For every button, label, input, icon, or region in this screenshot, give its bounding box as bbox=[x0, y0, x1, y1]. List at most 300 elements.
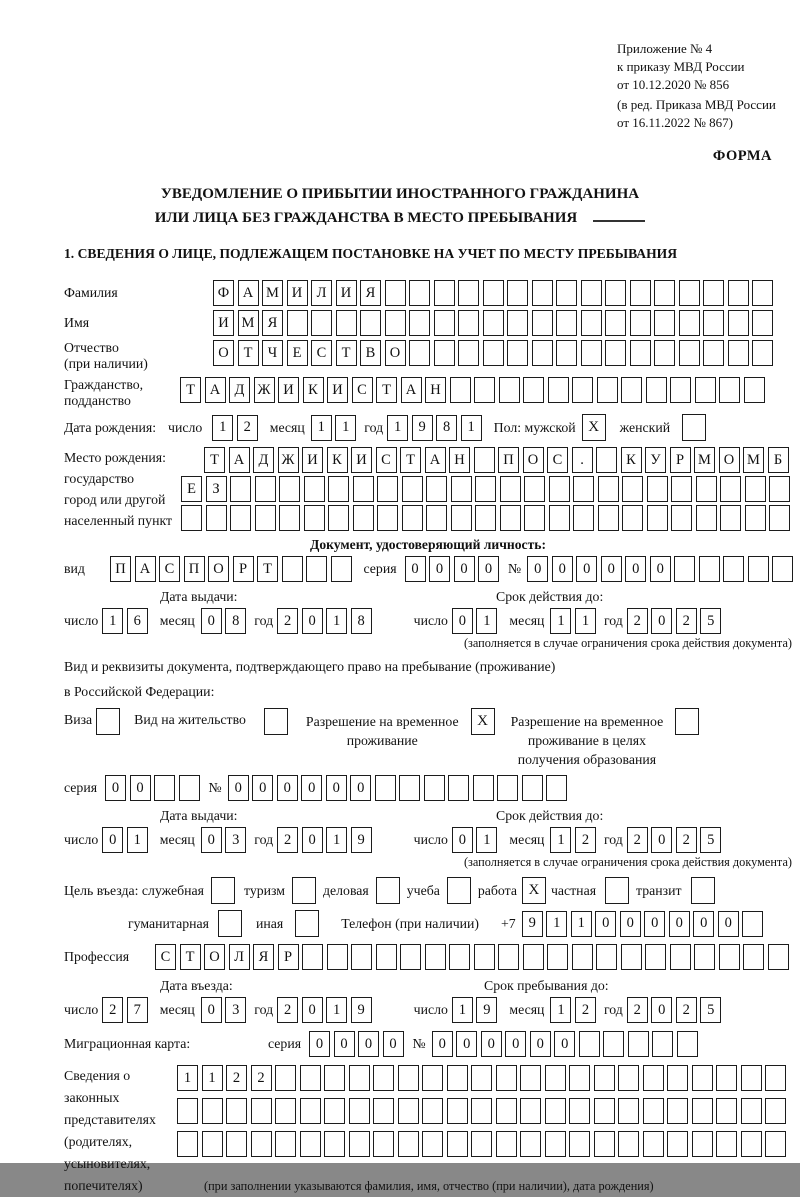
char-box[interactable] bbox=[434, 310, 455, 336]
char-box[interactable]: 2 bbox=[627, 997, 648, 1023]
char-box[interactable]: 0 bbox=[693, 911, 714, 937]
char-box[interactable]: 0 bbox=[302, 827, 323, 853]
char-box[interactable] bbox=[497, 775, 518, 801]
char-box[interactable] bbox=[426, 505, 447, 531]
char-box[interactable]: 2 bbox=[251, 1065, 272, 1091]
char-box[interactable] bbox=[422, 1065, 443, 1091]
char-box[interactable] bbox=[434, 280, 455, 306]
char-box[interactable] bbox=[475, 505, 496, 531]
char-box[interactable]: 0 bbox=[302, 997, 323, 1023]
char-box[interactable] bbox=[667, 1098, 688, 1124]
char-box[interactable] bbox=[181, 505, 202, 531]
char-box[interactable] bbox=[154, 775, 175, 801]
char-box[interactable] bbox=[716, 1098, 737, 1124]
char-box[interactable]: 2 bbox=[575, 997, 596, 1023]
char-box[interactable] bbox=[499, 377, 520, 403]
char-box[interactable] bbox=[496, 1065, 517, 1091]
edu-permit-checkbox[interactable] bbox=[675, 708, 699, 735]
char-box[interactable] bbox=[630, 340, 651, 366]
char-box[interactable]: 2 bbox=[627, 608, 648, 634]
char-box[interactable] bbox=[716, 1065, 737, 1091]
char-box[interactable]: 0 bbox=[505, 1031, 526, 1057]
char-box[interactable]: 9 bbox=[476, 997, 497, 1023]
char-box[interactable]: 0 bbox=[130, 775, 151, 801]
char-box[interactable] bbox=[230, 476, 251, 502]
char-box[interactable]: 5 bbox=[700, 608, 721, 634]
char-box[interactable] bbox=[304, 476, 325, 502]
char-box[interactable]: 1 bbox=[212, 415, 233, 441]
char-box[interactable]: 1 bbox=[550, 608, 571, 634]
char-box[interactable] bbox=[545, 1131, 566, 1157]
char-box[interactable] bbox=[728, 310, 749, 336]
char-box[interactable] bbox=[532, 310, 553, 336]
char-box[interactable]: 0 bbox=[576, 556, 597, 582]
char-box[interactable] bbox=[765, 1098, 786, 1124]
char-box[interactable] bbox=[694, 944, 715, 970]
char-box[interactable] bbox=[458, 340, 479, 366]
char-box[interactable] bbox=[597, 377, 618, 403]
char-box[interactable] bbox=[765, 1065, 786, 1091]
char-box[interactable]: 0 bbox=[326, 775, 347, 801]
char-box[interactable]: 0 bbox=[405, 556, 426, 582]
char-box[interactable] bbox=[422, 1131, 443, 1157]
char-box[interactable]: 0 bbox=[651, 997, 672, 1023]
char-box[interactable] bbox=[692, 1098, 713, 1124]
char-box[interactable] bbox=[556, 310, 577, 336]
char-box[interactable]: 1 bbox=[575, 608, 596, 634]
char-box[interactable] bbox=[349, 1098, 370, 1124]
char-box[interactable] bbox=[275, 1065, 296, 1091]
char-box[interactable] bbox=[745, 505, 766, 531]
char-box[interactable] bbox=[654, 310, 675, 336]
char-box[interactable] bbox=[520, 1131, 541, 1157]
char-box[interactable] bbox=[282, 556, 303, 582]
char-box[interactable]: 0 bbox=[456, 1031, 477, 1057]
char-box[interactable] bbox=[377, 476, 398, 502]
char-box[interactable]: 2 bbox=[277, 997, 298, 1023]
visa-checkbox[interactable] bbox=[96, 708, 120, 735]
char-box[interactable]: Н bbox=[449, 447, 470, 473]
char-box[interactable] bbox=[546, 775, 567, 801]
char-box[interactable] bbox=[425, 944, 446, 970]
char-box[interactable] bbox=[719, 944, 740, 970]
char-box[interactable] bbox=[548, 377, 569, 403]
char-box[interactable]: О bbox=[213, 340, 234, 366]
char-box[interactable] bbox=[647, 505, 668, 531]
char-box[interactable] bbox=[402, 505, 423, 531]
char-box[interactable]: 1 bbox=[387, 415, 408, 441]
char-box[interactable] bbox=[723, 556, 744, 582]
char-box[interactable] bbox=[520, 1098, 541, 1124]
char-box[interactable]: 2 bbox=[676, 827, 697, 853]
char-box[interactable]: В bbox=[360, 340, 381, 366]
sex-female-checkbox[interactable] bbox=[682, 414, 706, 441]
char-box[interactable]: Т bbox=[238, 340, 259, 366]
char-box[interactable]: Д bbox=[253, 447, 274, 473]
char-box[interactable] bbox=[532, 280, 553, 306]
char-box[interactable] bbox=[696, 505, 717, 531]
char-box[interactable]: 0 bbox=[595, 911, 616, 937]
char-box[interactable]: 1 bbox=[335, 415, 356, 441]
char-box[interactable]: Ж bbox=[254, 377, 275, 403]
char-box[interactable]: 0 bbox=[552, 556, 573, 582]
char-box[interactable] bbox=[748, 556, 769, 582]
char-box[interactable]: 2 bbox=[277, 827, 298, 853]
char-box[interactable] bbox=[523, 377, 544, 403]
char-box[interactable]: 0 bbox=[452, 827, 473, 853]
char-box[interactable]: 0 bbox=[201, 608, 222, 634]
char-box[interactable]: 1 bbox=[571, 911, 592, 937]
char-box[interactable]: 9 bbox=[351, 827, 372, 853]
char-box[interactable] bbox=[671, 505, 692, 531]
char-box[interactable]: И bbox=[302, 447, 323, 473]
char-box[interactable] bbox=[300, 1098, 321, 1124]
char-box[interactable] bbox=[507, 280, 528, 306]
char-box[interactable] bbox=[474, 377, 495, 403]
char-box[interactable] bbox=[621, 944, 642, 970]
char-box[interactable] bbox=[628, 1031, 649, 1057]
char-box[interactable]: 1 bbox=[311, 415, 332, 441]
char-box[interactable] bbox=[399, 775, 420, 801]
char-box[interactable]: 0 bbox=[625, 556, 646, 582]
char-box[interactable] bbox=[769, 505, 790, 531]
char-box[interactable]: 1 bbox=[202, 1065, 223, 1091]
char-box[interactable]: К bbox=[303, 377, 324, 403]
char-box[interactable]: 0 bbox=[383, 1031, 404, 1057]
char-box[interactable]: О bbox=[523, 447, 544, 473]
char-box[interactable]: 0 bbox=[650, 556, 671, 582]
char-box[interactable]: 0 bbox=[309, 1031, 330, 1057]
char-box[interactable] bbox=[579, 1031, 600, 1057]
char-box[interactable] bbox=[765, 1131, 786, 1157]
char-box[interactable] bbox=[202, 1098, 223, 1124]
char-box[interactable]: 0 bbox=[452, 608, 473, 634]
char-box[interactable]: Т bbox=[204, 447, 225, 473]
char-box[interactable] bbox=[402, 476, 423, 502]
char-box[interactable] bbox=[742, 911, 763, 937]
char-box[interactable] bbox=[327, 944, 348, 970]
char-box[interactable]: 5 bbox=[700, 827, 721, 853]
char-box[interactable]: 5 bbox=[700, 997, 721, 1023]
char-box[interactable]: 1 bbox=[102, 608, 123, 634]
char-box[interactable]: 0 bbox=[454, 556, 475, 582]
char-box[interactable]: 0 bbox=[277, 775, 298, 801]
char-box[interactable] bbox=[741, 1065, 762, 1091]
char-box[interactable] bbox=[677, 1031, 698, 1057]
char-box[interactable]: И bbox=[351, 447, 372, 473]
purpose-business-checkbox[interactable] bbox=[376, 877, 400, 904]
char-box[interactable]: 2 bbox=[676, 608, 697, 634]
char-box[interactable] bbox=[594, 1098, 615, 1124]
char-box[interactable] bbox=[377, 505, 398, 531]
char-box[interactable]: 0 bbox=[201, 997, 222, 1023]
char-box[interactable]: С bbox=[547, 447, 568, 473]
char-box[interactable] bbox=[353, 505, 374, 531]
char-box[interactable] bbox=[524, 505, 545, 531]
char-box[interactable] bbox=[206, 505, 227, 531]
char-box[interactable] bbox=[507, 310, 528, 336]
char-box[interactable]: У bbox=[645, 447, 666, 473]
char-box[interactable] bbox=[532, 340, 553, 366]
char-box[interactable] bbox=[744, 377, 765, 403]
char-box[interactable] bbox=[523, 944, 544, 970]
char-box[interactable] bbox=[328, 476, 349, 502]
char-box[interactable] bbox=[752, 340, 773, 366]
char-box[interactable]: П bbox=[110, 556, 131, 582]
char-box[interactable] bbox=[287, 310, 308, 336]
char-box[interactable]: Л bbox=[311, 280, 332, 306]
char-box[interactable] bbox=[573, 476, 594, 502]
purpose-study-checkbox[interactable] bbox=[447, 877, 471, 904]
char-box[interactable]: М bbox=[238, 310, 259, 336]
char-box[interactable] bbox=[654, 340, 675, 366]
char-box[interactable] bbox=[230, 505, 251, 531]
char-box[interactable] bbox=[581, 310, 602, 336]
char-box[interactable]: 0 bbox=[228, 775, 249, 801]
char-box[interactable] bbox=[692, 1131, 713, 1157]
char-box[interactable]: 0 bbox=[530, 1031, 551, 1057]
char-box[interactable] bbox=[400, 944, 421, 970]
char-box[interactable]: Ф bbox=[213, 280, 234, 306]
char-box[interactable] bbox=[255, 476, 276, 502]
char-box[interactable] bbox=[498, 944, 519, 970]
char-box[interactable]: Я bbox=[262, 310, 283, 336]
char-box[interactable] bbox=[448, 775, 469, 801]
char-box[interactable]: 6 bbox=[127, 608, 148, 634]
char-box[interactable] bbox=[679, 280, 700, 306]
char-box[interactable] bbox=[474, 447, 495, 473]
char-box[interactable] bbox=[373, 1065, 394, 1091]
char-box[interactable] bbox=[458, 280, 479, 306]
char-box[interactable] bbox=[547, 944, 568, 970]
char-box[interactable] bbox=[572, 377, 593, 403]
char-box[interactable] bbox=[226, 1098, 247, 1124]
purpose-work-checkbox[interactable]: X bbox=[522, 877, 546, 904]
char-box[interactable]: . bbox=[572, 447, 593, 473]
char-box[interactable] bbox=[752, 280, 773, 306]
char-box[interactable]: А bbox=[401, 377, 422, 403]
char-box[interactable]: 0 bbox=[302, 608, 323, 634]
char-box[interactable] bbox=[451, 476, 472, 502]
char-box[interactable]: 0 bbox=[102, 827, 123, 853]
char-box[interactable] bbox=[556, 340, 577, 366]
char-box[interactable] bbox=[643, 1131, 664, 1157]
char-box[interactable] bbox=[695, 377, 716, 403]
char-box[interactable]: Е bbox=[287, 340, 308, 366]
char-box[interactable]: 0 bbox=[358, 1031, 379, 1057]
char-box[interactable] bbox=[573, 505, 594, 531]
char-box[interactable] bbox=[545, 1098, 566, 1124]
char-box[interactable]: 1 bbox=[326, 997, 347, 1023]
char-box[interactable]: О bbox=[719, 447, 740, 473]
char-box[interactable]: 3 bbox=[225, 827, 246, 853]
char-box[interactable]: П bbox=[498, 447, 519, 473]
char-box[interactable] bbox=[279, 505, 300, 531]
char-box[interactable]: М bbox=[694, 447, 715, 473]
char-box[interactable]: М bbox=[743, 447, 764, 473]
char-box[interactable]: 9 bbox=[522, 911, 543, 937]
char-box[interactable]: К bbox=[327, 447, 348, 473]
char-box[interactable] bbox=[483, 340, 504, 366]
char-box[interactable]: И bbox=[287, 280, 308, 306]
char-box[interactable] bbox=[349, 1065, 370, 1091]
char-box[interactable] bbox=[699, 556, 720, 582]
char-box[interactable]: 2 bbox=[277, 608, 298, 634]
char-box[interactable]: 7 bbox=[127, 997, 148, 1023]
char-box[interactable] bbox=[647, 476, 668, 502]
char-box[interactable] bbox=[569, 1065, 590, 1091]
char-box[interactable] bbox=[598, 505, 619, 531]
char-box[interactable]: Д bbox=[229, 377, 250, 403]
char-box[interactable] bbox=[670, 377, 691, 403]
char-box[interactable] bbox=[507, 340, 528, 366]
char-box[interactable] bbox=[596, 447, 617, 473]
char-box[interactable] bbox=[375, 775, 396, 801]
char-box[interactable]: 1 bbox=[177, 1065, 198, 1091]
char-box[interactable] bbox=[618, 1098, 639, 1124]
char-box[interactable] bbox=[630, 280, 651, 306]
char-box[interactable] bbox=[581, 340, 602, 366]
char-box[interactable] bbox=[398, 1098, 419, 1124]
char-box[interactable] bbox=[719, 377, 740, 403]
char-box[interactable] bbox=[728, 340, 749, 366]
char-box[interactable] bbox=[324, 1065, 345, 1091]
char-box[interactable]: И bbox=[336, 280, 357, 306]
char-box[interactable]: 8 bbox=[436, 415, 457, 441]
char-box[interactable] bbox=[603, 1031, 624, 1057]
char-box[interactable] bbox=[306, 556, 327, 582]
char-box[interactable] bbox=[398, 1065, 419, 1091]
char-box[interactable] bbox=[434, 340, 455, 366]
char-box[interactable] bbox=[331, 556, 352, 582]
char-box[interactable] bbox=[671, 476, 692, 502]
char-box[interactable] bbox=[646, 377, 667, 403]
char-box[interactable]: 0 bbox=[105, 775, 126, 801]
char-box[interactable] bbox=[549, 476, 570, 502]
char-box[interactable]: Я bbox=[360, 280, 381, 306]
char-box[interactable] bbox=[177, 1098, 198, 1124]
char-box[interactable] bbox=[351, 944, 372, 970]
char-box[interactable] bbox=[300, 1065, 321, 1091]
char-box[interactable] bbox=[373, 1131, 394, 1157]
char-box[interactable]: 0 bbox=[334, 1031, 355, 1057]
char-box[interactable] bbox=[177, 1131, 198, 1157]
purpose-other-checkbox[interactable] bbox=[295, 910, 319, 937]
char-box[interactable] bbox=[581, 280, 602, 306]
char-box[interactable]: 0 bbox=[651, 827, 672, 853]
char-box[interactable] bbox=[703, 280, 724, 306]
char-box[interactable] bbox=[255, 505, 276, 531]
char-box[interactable]: Т bbox=[376, 377, 397, 403]
char-box[interactable] bbox=[772, 556, 793, 582]
char-box[interactable]: 1 bbox=[546, 911, 567, 937]
char-box[interactable]: Ж bbox=[278, 447, 299, 473]
char-box[interactable] bbox=[483, 280, 504, 306]
sex-male-checkbox[interactable]: X bbox=[582, 414, 606, 441]
char-box[interactable]: О bbox=[208, 556, 229, 582]
char-box[interactable]: Я bbox=[253, 944, 274, 970]
char-box[interactable] bbox=[349, 1131, 370, 1157]
char-box[interactable]: 2 bbox=[627, 827, 648, 853]
char-box[interactable]: 1 bbox=[476, 827, 497, 853]
char-box[interactable]: 2 bbox=[226, 1065, 247, 1091]
char-box[interactable] bbox=[409, 340, 430, 366]
char-box[interactable] bbox=[304, 505, 325, 531]
char-box[interactable] bbox=[451, 505, 472, 531]
char-box[interactable] bbox=[720, 505, 741, 531]
char-box[interactable] bbox=[703, 310, 724, 336]
char-box[interactable] bbox=[360, 310, 381, 336]
char-box[interactable] bbox=[743, 944, 764, 970]
char-box[interactable]: 1 bbox=[452, 997, 473, 1023]
char-box[interactable] bbox=[630, 310, 651, 336]
char-box[interactable]: 8 bbox=[225, 608, 246, 634]
char-box[interactable] bbox=[409, 310, 430, 336]
char-box[interactable] bbox=[524, 476, 545, 502]
char-box[interactable]: 9 bbox=[412, 415, 433, 441]
char-box[interactable] bbox=[458, 310, 479, 336]
char-box[interactable]: 1 bbox=[476, 608, 497, 634]
char-box[interactable] bbox=[545, 1065, 566, 1091]
char-box[interactable] bbox=[556, 280, 577, 306]
char-box[interactable] bbox=[720, 476, 741, 502]
char-box[interactable] bbox=[447, 1131, 468, 1157]
char-box[interactable] bbox=[569, 1131, 590, 1157]
char-box[interactable]: 1 bbox=[550, 997, 571, 1023]
char-box[interactable]: 2 bbox=[676, 997, 697, 1023]
char-box[interactable] bbox=[596, 944, 617, 970]
char-box[interactable]: 0 bbox=[527, 556, 548, 582]
char-box[interactable]: 2 bbox=[102, 997, 123, 1023]
char-box[interactable]: 0 bbox=[481, 1031, 502, 1057]
char-box[interactable]: 0 bbox=[301, 775, 322, 801]
char-box[interactable]: 0 bbox=[432, 1031, 453, 1057]
char-box[interactable]: И bbox=[278, 377, 299, 403]
char-box[interactable]: Б bbox=[768, 447, 789, 473]
char-box[interactable] bbox=[667, 1065, 688, 1091]
char-box[interactable] bbox=[569, 1098, 590, 1124]
char-box[interactable]: О bbox=[204, 944, 225, 970]
char-box[interactable] bbox=[424, 775, 445, 801]
char-box[interactable] bbox=[522, 775, 543, 801]
char-box[interactable]: Е bbox=[181, 476, 202, 502]
char-box[interactable] bbox=[496, 1098, 517, 1124]
char-box[interactable] bbox=[324, 1098, 345, 1124]
char-box[interactable]: С bbox=[376, 447, 397, 473]
char-box[interactable]: А bbox=[229, 447, 250, 473]
char-box[interactable] bbox=[670, 944, 691, 970]
char-box[interactable]: Р bbox=[233, 556, 254, 582]
char-box[interactable]: Р bbox=[670, 447, 691, 473]
char-box[interactable] bbox=[605, 280, 626, 306]
char-box[interactable]: 2 bbox=[237, 415, 258, 441]
char-box[interactable]: Ч bbox=[262, 340, 283, 366]
char-box[interactable] bbox=[618, 1065, 639, 1091]
char-box[interactable] bbox=[622, 505, 643, 531]
char-box[interactable]: 0 bbox=[644, 911, 665, 937]
char-box[interactable]: 0 bbox=[554, 1031, 575, 1057]
char-box[interactable]: И bbox=[327, 377, 348, 403]
char-box[interactable] bbox=[275, 1131, 296, 1157]
char-box[interactable]: А bbox=[135, 556, 156, 582]
char-box[interactable] bbox=[302, 944, 323, 970]
purpose-private-checkbox[interactable] bbox=[605, 877, 629, 904]
char-box[interactable] bbox=[324, 1131, 345, 1157]
char-box[interactable] bbox=[605, 340, 626, 366]
char-box[interactable]: 8 bbox=[351, 608, 372, 634]
char-box[interactable] bbox=[450, 377, 471, 403]
char-box[interactable] bbox=[300, 1131, 321, 1157]
